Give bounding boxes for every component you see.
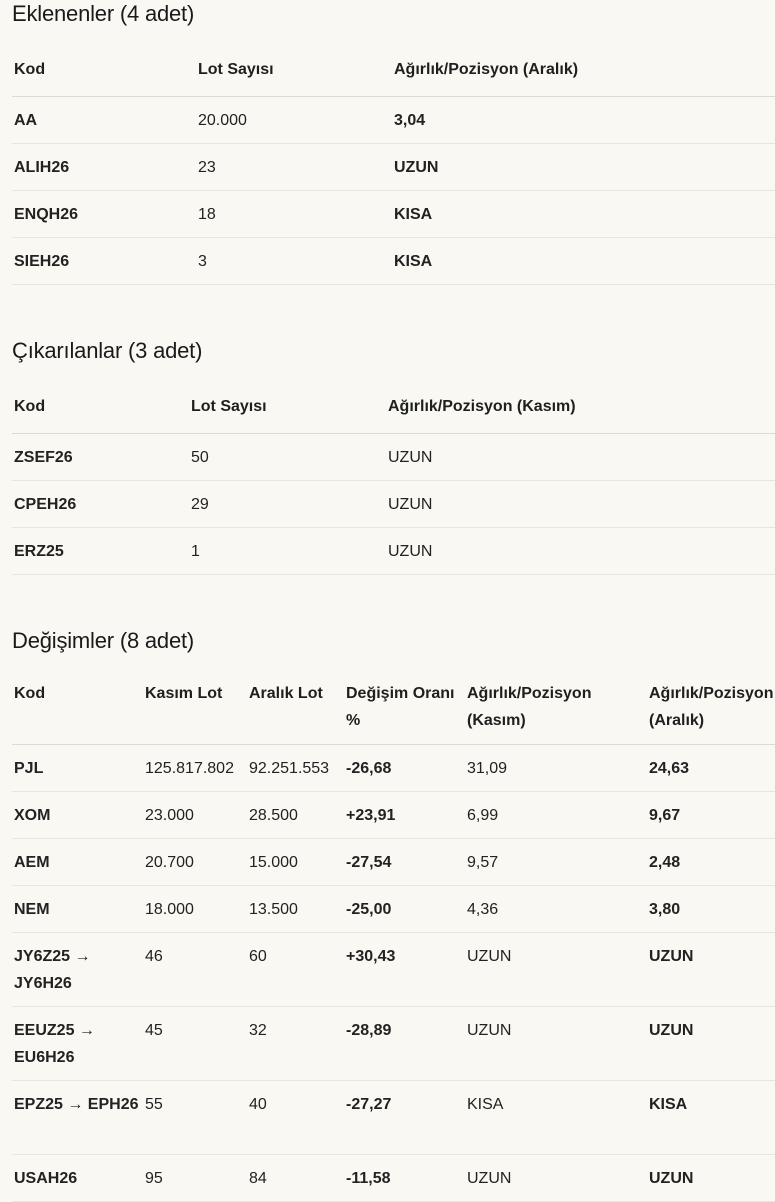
cell-lot: 1 (189, 527, 386, 574)
cell-code: XOM (12, 791, 143, 838)
cell-dec-lot: 28.500 (247, 791, 344, 838)
cell-nov-lot: 45 (143, 1006, 247, 1080)
cell-lot: 50 (189, 433, 386, 480)
added-table (12, 43, 775, 285)
removed-header-row (12, 380, 775, 433)
cell-code: CPEH26 (12, 480, 189, 527)
cell-nov-lot: 95 (143, 1154, 247, 1201)
column-header-dec-lot: Aralık Lot (247, 670, 344, 744)
cell-code: EEUZ25 → EU6H26 (12, 1006, 143, 1080)
cell-position-dec: 2,48 (647, 838, 775, 885)
cell-lot: 20.000 (196, 96, 392, 143)
cell-code: ENQH26 (12, 190, 196, 237)
column-header-position-nov: Ağırlık/Pozisyon (Kasım) (465, 670, 647, 744)
cell-code: USAH26 (12, 1154, 143, 1201)
cell-dec-lot: 92.251.553 (247, 744, 344, 791)
changes-table (12, 670, 775, 1202)
cell-position-dec: UZUN (647, 932, 775, 1006)
cell-position-nov: KISA (465, 1080, 647, 1154)
table-row (12, 744, 775, 791)
column-header-position: Ağırlık/Pozisyon (Kasım) (386, 380, 775, 433)
table-row (12, 932, 775, 1006)
cell-lot: 29 (189, 480, 386, 527)
cell-change: -25,00 (344, 885, 465, 932)
cell-code: JY6Z25 → JY6H26 (12, 932, 143, 1006)
cell-position-nov: 9,57 (465, 838, 647, 885)
cell-position-nov: UZUN (465, 1006, 647, 1080)
column-header-nov-lot: Kasım Lot (143, 670, 247, 744)
cell-position-dec: 3,80 (647, 885, 775, 932)
table-row (12, 791, 775, 838)
changes-section (12, 627, 775, 1202)
added-section (12, 0, 775, 285)
cell-lot: 3 (196, 237, 392, 284)
cell-change: -28,89 (344, 1006, 465, 1080)
column-header-position: Ağırlık/Pozisyon (Aralık) (392, 43, 775, 96)
cell-position: UZUN (386, 527, 775, 574)
cell-lot: 23 (196, 143, 392, 190)
removed-title: Çıkarılanlar (3 adet) (12, 338, 203, 363)
cell-nov-lot: 125.817.802 (143, 744, 247, 791)
cell-dec-lot: 15.000 (247, 838, 344, 885)
table-row (12, 480, 775, 527)
table-row (12, 1080, 775, 1154)
table-row (12, 143, 775, 190)
cell-position-nov: 4,36 (465, 885, 647, 932)
column-header-position-dec: Ağırlık/Pozisyon (Aralık) (647, 670, 775, 744)
cell-position: 3,04 (392, 96, 775, 143)
cell-position: KISA (392, 237, 775, 284)
cell-code: SIEH26 (12, 237, 196, 284)
table-row (12, 838, 775, 885)
cell-code: AEM (12, 838, 143, 885)
cell-position-nov: 31,09 (465, 744, 647, 791)
cell-dec-lot: 13.500 (247, 885, 344, 932)
cell-change: -27,27 (344, 1080, 465, 1154)
cell-code: PJL (12, 744, 143, 791)
table-row (12, 885, 775, 932)
cell-change: -26,68 (344, 744, 465, 791)
cell-position: UZUN (386, 433, 775, 480)
cell-change: +23,91 (344, 791, 465, 838)
cell-dec-lot: 40 (247, 1080, 344, 1154)
column-header-lot: Lot Sayısı (189, 380, 386, 433)
cell-code: NEM (12, 885, 143, 932)
cell-code: ERZ25 (12, 527, 189, 574)
cell-position-dec: 24,63 (647, 744, 775, 791)
cell-nov-lot: 46 (143, 932, 247, 1006)
cell-position-dec: KISA (647, 1080, 775, 1154)
table-row (12, 190, 775, 237)
column-header-code: Kod (12, 380, 189, 433)
removed-table (12, 380, 775, 575)
cell-position: KISA (392, 190, 775, 237)
cell-nov-lot: 23.000 (143, 791, 247, 838)
column-header-change: Değişim Oranı % (344, 670, 465, 744)
cell-nov-lot: 55 (143, 1080, 247, 1154)
removed-section (12, 337, 775, 575)
cell-position: UZUN (392, 143, 775, 190)
cell-code: AA (12, 96, 196, 143)
cell-change: +30,43 (344, 932, 465, 1006)
changes-title: Değişimler (8 adet) (12, 628, 195, 653)
cell-change: -27,54 (344, 838, 465, 885)
table-row (12, 1154, 775, 1201)
table-row (12, 96, 775, 143)
cell-lot: 18 (196, 190, 392, 237)
column-header-code: Kod (12, 670, 143, 744)
added-title: Eklenenler (4 adet) (12, 1, 195, 26)
changes-header-row (12, 670, 775, 744)
table-row (12, 527, 775, 574)
cell-change: -11,58 (344, 1154, 465, 1201)
cell-dec-lot: 60 (247, 932, 344, 1006)
cell-position-nov: UZUN (465, 1154, 647, 1201)
cell-dec-lot: 84 (247, 1154, 344, 1201)
cell-position: UZUN (386, 480, 775, 527)
cell-code: ZSEF26 (12, 433, 189, 480)
cell-nov-lot: 18.000 (143, 885, 247, 932)
cell-dec-lot: 32 (247, 1006, 344, 1080)
cell-nov-lot: 20.700 (143, 838, 247, 885)
added-header-row (12, 43, 775, 96)
cell-position-dec: UZUN (647, 1154, 775, 1201)
table-row (12, 237, 775, 284)
cell-code: EPZ25 → EPH26 (12, 1080, 143, 1154)
cell-position-nov: 6,99 (465, 791, 647, 838)
cell-position-dec: 9,67 (647, 791, 775, 838)
table-row (12, 433, 775, 480)
table-row (12, 1006, 775, 1080)
cell-position-nov: UZUN (465, 932, 647, 1006)
cell-code: ALIH26 (12, 143, 196, 190)
column-header-code: Kod (12, 43, 196, 96)
cell-position-dec: UZUN (647, 1006, 775, 1080)
column-header-lot: Lot Sayısı (196, 43, 392, 96)
